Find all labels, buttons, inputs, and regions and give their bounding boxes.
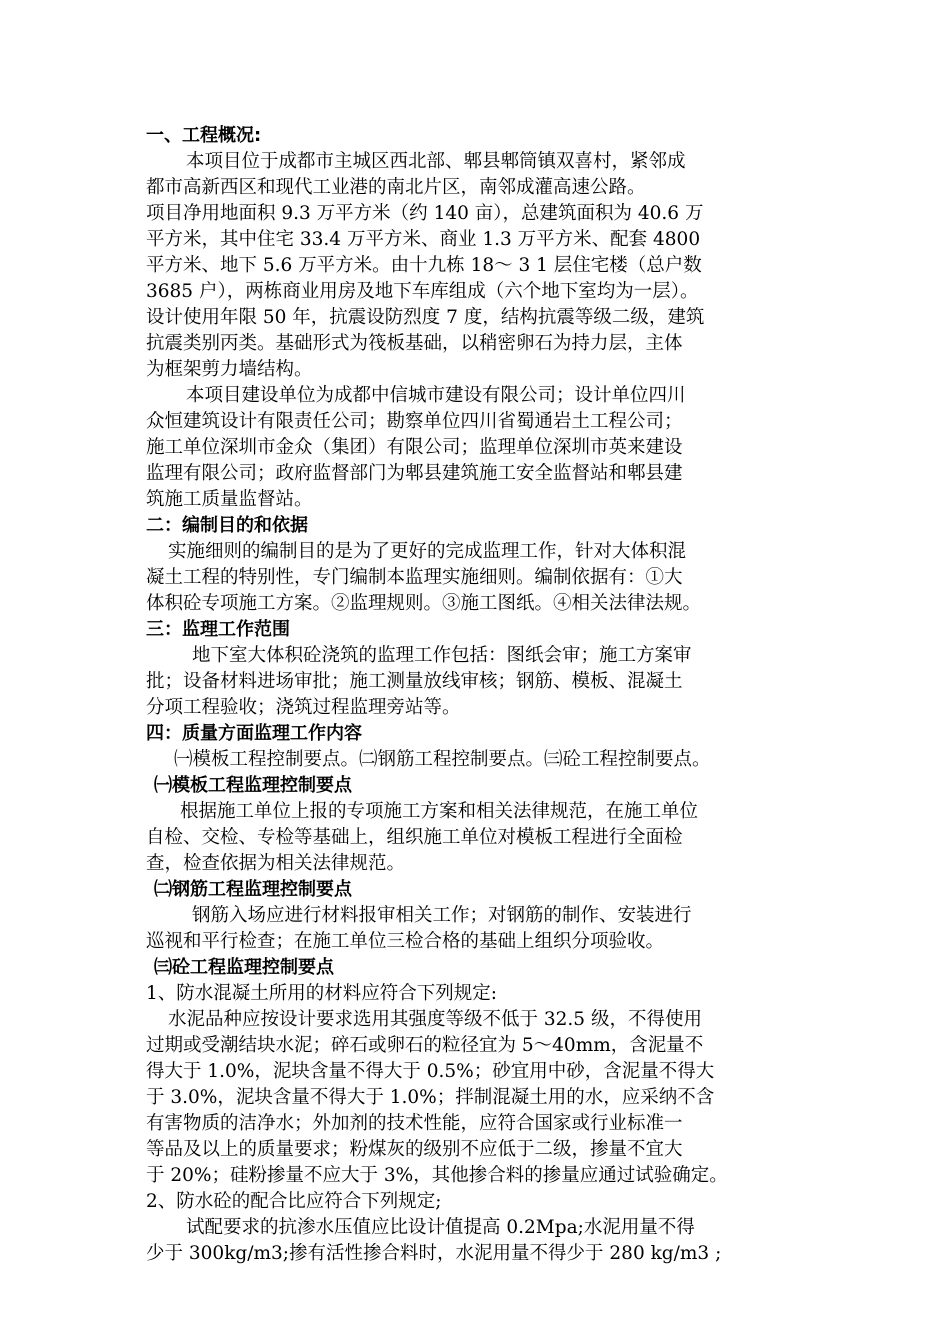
paragraph-line: 过期或受潮结块水泥；碎石或卵石的粒径宜为 5～40mm，含泥量不 (146, 1035, 704, 1056)
paragraph-line: 体积砼专项施工方案。②监理规则。③施工图纸。④相关法律法规。 (146, 593, 702, 614)
paragraph-line: 地下室大体积砼浇筑的监理工作包括：图纸会审；施工方案审 (192, 645, 692, 666)
paragraph-line: 查，检查依据为相关法律规范。 (146, 853, 406, 874)
paragraph-line: 本项目位于成都市主城区西北部、郫县郫筒镇双喜村，紧邻成 (186, 151, 686, 172)
paragraph-line: 有害物质的洁净水；外加剂的技术性能，应符合国家或行业标准一 (146, 1113, 683, 1134)
paragraph-line: 为框架剪力墙结构。 (146, 359, 313, 380)
paragraph-line: 抗震类别丙类。基础形式为筏板基础，以稍密卵石为持力层，主体 (146, 333, 683, 354)
paragraph-line: 于 20%；硅粉掺量不应大于 3%，其他掺合料的掺量应通过试验确定。 (146, 1165, 728, 1186)
paragraph-line: 众恒建筑设计有限责任公司；勘察单位四川省蜀通岩土工程公司； (146, 411, 683, 432)
paragraph-line: 自检、交检、专检等基础上，组织施工单位对模板工程进行全面检 (146, 827, 683, 848)
paragraph-line: 得大于 1.0%，泥块含量不得大于 0.5%；砂宜用中砂，含泥量不得大 (146, 1061, 715, 1082)
paragraph-line: 根据施工单位上报的专项施工方案和相关法律规范，在施工单位 (180, 801, 699, 822)
paragraph-line: 平方米、地下 5.6 万平方米。由十九栋 18～ 3 1 层住宅楼（总户数 (146, 255, 702, 276)
paragraph-line: 实施细则的编制目的是为了更好的完成监理工作，针对大体积混 (168, 541, 687, 562)
paragraph-line: 水泥品种应按设计要求选用其强度等级不低于 32.5 级，不得使用 (168, 1009, 702, 1030)
section-heading: ㈢砼工程监理控制要点 (154, 957, 334, 978)
paragraph-line: 少于 300kg/m3;掺有活性掺合料时，水泥用量不得少于 280 kg/m3 ; (146, 1243, 722, 1264)
paragraph-line: 2、防水砼的配合比应符合下列规定; (146, 1191, 442, 1212)
section-heading: 二：编制目的和依据 (146, 515, 308, 536)
paragraph-line: 1、防水混凝土所用的材料应符合下列规定: (146, 983, 498, 1004)
paragraph-line: 本项目建设单位为成都中信城市建设有限公司；设计单位四川 (186, 385, 686, 406)
paragraph-line: 筑施工质量监督站。 (146, 489, 313, 510)
document-page (146, 123, 818, 1267)
paragraph-line: 钢筋入场应进行材料报审相关工作；对钢筋的制作、安装进行 (192, 905, 692, 926)
paragraph-line: 3685 户），两栋商业用房及地下车库组成（六个地下室均为一层）。 (146, 281, 699, 302)
section-heading: ㈠模板工程监理控制要点 (154, 775, 352, 796)
section-heading: 一、工程概况: (146, 125, 262, 146)
paragraph-line: ㈠模板工程控制要点。㈡钢筋工程控制要点。㈢砼工程控制要点。 (174, 749, 711, 770)
paragraph-line: 设计使用年限 50 年，抗震设防烈度 7 度，结构抗震等级二级，建筑 (146, 307, 705, 328)
section-heading: ㈡钢筋工程监理控制要点 (154, 879, 352, 900)
paragraph-line: 批；设备材料进场审批；施工测量放线审核；钢筋、模板、混凝土 (146, 671, 683, 692)
paragraph-line: 项目净用地面积 9.3 万平方米（约 140 亩），总建筑面积为 40.6 万 (146, 203, 704, 224)
paragraph-line: 施工单位深圳市金众（集团）有限公司；监理单位深圳市英来建设 (146, 437, 683, 458)
paragraph-line: 试配要求的抗渗水压值应比设计值提高 0.2Mpa;水泥用量不得 (186, 1217, 695, 1238)
paragraph-line: 巡视和平行检查；在施工单位三检合格的基础上组织分项验收。 (146, 931, 665, 952)
paragraph-line: 分项工程验收；浇筑过程监理旁站等。 (146, 697, 461, 718)
paragraph-line: 都市高新西区和现代工业港的南北片区，南邻成灌高速公路。 (146, 177, 646, 198)
paragraph-line: 等品及以上的质量要求；粉煤灰的级别不应低于二级，掺量不宜大 (146, 1139, 683, 1160)
section-heading: 四：质量方面监理工作内容 (146, 723, 362, 744)
paragraph-line: 于 3.0%，泥块含量不得大于 1.0%；拌制混凝土用的水，应采纳不含 (146, 1087, 715, 1108)
section-heading: 三：监理工作范围 (146, 619, 290, 640)
paragraph-line: 平方米，其中住宅 33.4 万平方米、商业 1.3 万平方米、配套 4800 (146, 229, 701, 250)
paragraph-line: 监理有限公司；政府监督部门为郫县建筑施工安全监督站和郫县建 (146, 463, 683, 484)
paragraph-line: 凝土工程的特别性，专门编制本监理实施细则。编制依据有：①大 (146, 567, 683, 588)
